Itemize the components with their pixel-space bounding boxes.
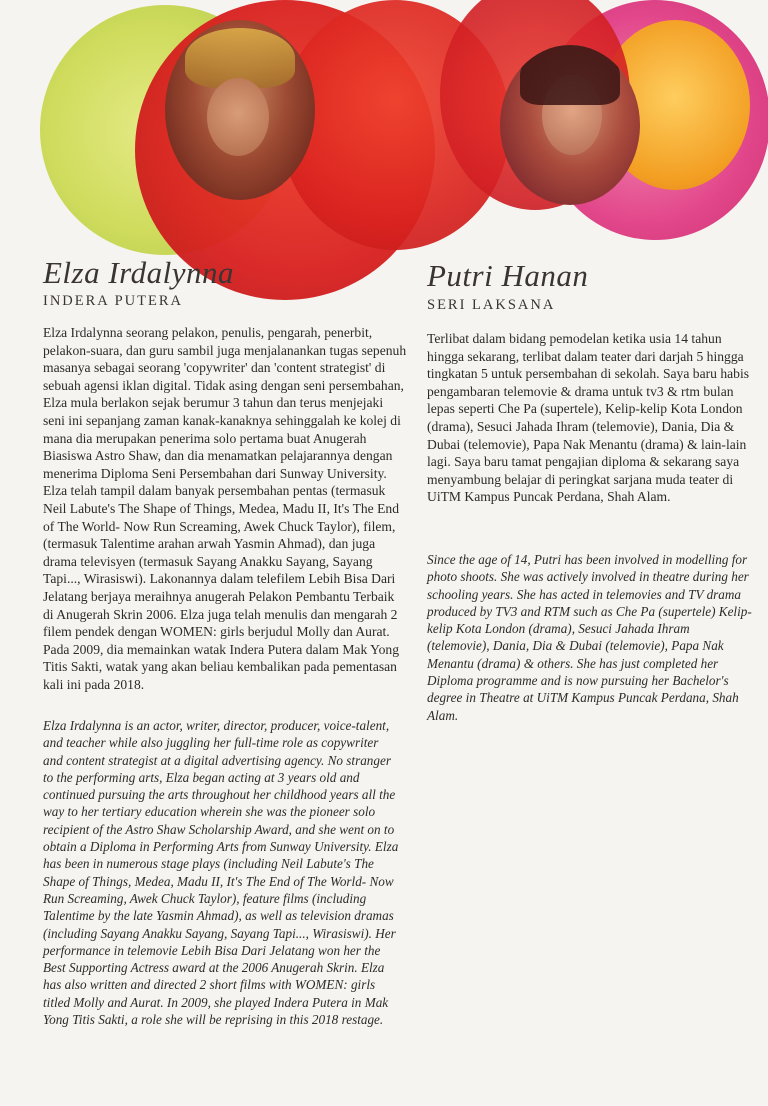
- hair-shape: [520, 45, 620, 105]
- elza-bio-english: Elza Irdalynna is an actor, writer, director, producer, voice-talent, and teacher while also juggling her full-time role as copywriter and content strategist at a digital advertising agency. No stranger to the performing arts, Elza began acting at 3 years old and continued pursuing the arts throughout her childhood years all the way to her tertiary education wherein she was the pioneer solo recipient of the Astro Shaw Scholarship Award, and she went on to obtain a Diploma in Performing Arts from Sunway University. Elza has been in numerous stage plays (including Neil Labute's The Shape of Things, Medea, Madu II, It's The End of The World- Now Run Screaming, Awek Chuck Taylor), feature films (including Talentime by the late Yasmin Ahmad), as well as television dramas (including Sayang Anakku Sayang, Sayang Tapi..., Wirasiswi). Her performance in telemovie Lebih Bisa Dari Jelatang won her the Best Supporting Actress award at the 2006 Anugerah Skrin. Elza has also written and directed 2 short films with WOMEN: girls titled Molly and Aurat. In 2009, she played Indera Putera in Mak Yong Titis Sakti, a role she will be reprising in this 2018 restage.: [43, 718, 399, 1028]
- putri-bio-malay: Terlibat dalam bidang pemodelan ketika usia 14 tahun hingga sekarang, terlibat dalam teater dari darjah 5 hingga tingkatan 5 untuk persembahan di sekolah. Saya baru habis pengambaran telemovie & drama untuk tv3 & rtm bulan lepas seperti Che Pa (supertele), Kelip-kelip Kota London (drama), Sesuci Jahada Ihram (telemovie), Dania, Dia & Dubai (telemovie), Papa Nak Menantu (drama) & lain-lain lagi. Saya baru tamat pengajian diploma & sekarang saya menyambung belajar di peringkat sarjana muda teater di UiTM Kampus Puncak Perdana, Shah Alam.: [427, 331, 750, 505]
- putri-name-heading: Putri Hanan: [427, 258, 589, 293]
- putri-role-label: SERI LAKSANA: [427, 297, 556, 313]
- elza-name-heading: Elza Irdalynna: [43, 255, 234, 290]
- elza-portrait-photo: [165, 20, 315, 200]
- face-shape: [207, 78, 269, 156]
- elza-bio-malay: Elza Irdalynna seorang pelakon, penulis, pengarah, penerbit, pelakon-suara, dan guru sambil juga menjalanankan tugas sepenuh masanya sebagai seorang 'copywriter' dan 'content strategist' di sebuah agensi iklan digital. Tidak asing dengan seni persembahan, Elza mula berlakon sejak berumur 3 tahun dan terus menjejaki seni ini sepanjang zaman kanak-kanaknya sehinggalah ke kolej di mana dia merupakan penerima solo pertama buat Anugerah Biasiswa Astro Shaw, dan dia menamatkan pelajarannya dengan menerima Diploma Seni Persembahan dari Sunway University. Elza telah tampil dalam banyak persembahan pentas (termasuk Neil Labute's The Shape of Things, Medea, Madu II, It's The End of The World- Now Run Screaming, Awek Chuck Taylor), filem, (termasuk Talentime arahan arwah Yasmin Ahmad), dan juga drama televisyen (termasuk Sayang Anakku Sayang, Sayang Tapi..., Wirasiswi). Lakonannya dalam telefilem Lebih Bisa Dari Jelatang berjaya meraihnya anugerah Pelakon Pembantu Terbaik di Anugerah Skrin 2006. Elza juga telah menulis dan mengarah 2 filem pendek dengan WOMEN: girls berjudul Molly dan Aurat. Pada 2009, dia memainkan watak Indera Putera dalam Mak Yong Titis Sakti, watak yang akan beliau kembalikan pada pementasan kali ini pada 2018.: [43, 325, 407, 692]
- putri-portrait-photo: [500, 45, 640, 205]
- putri-bio-english: Since the age of 14, Putri has been involved in modelling for photo shoots. She was actively involved in theatre during her schooling years. She has acted in telemovies and TV drama produced by TV3 and RTM such as Che Pa (supertele) Kelip-kelip Kota London (drama), Sesuci Jahada Ihram (telemovie), Dania, Dia & Dubai (telemovie), Papa Nak Menantu (drama) & others. She has just completed her Diploma programme and is now pursuing her Bachelor's degree in Theatre at UiTM Kampus Puncak Perdana, Shah Alam.: [427, 552, 752, 723]
- elza-role-label: INDERA PUTERA: [43, 293, 183, 309]
